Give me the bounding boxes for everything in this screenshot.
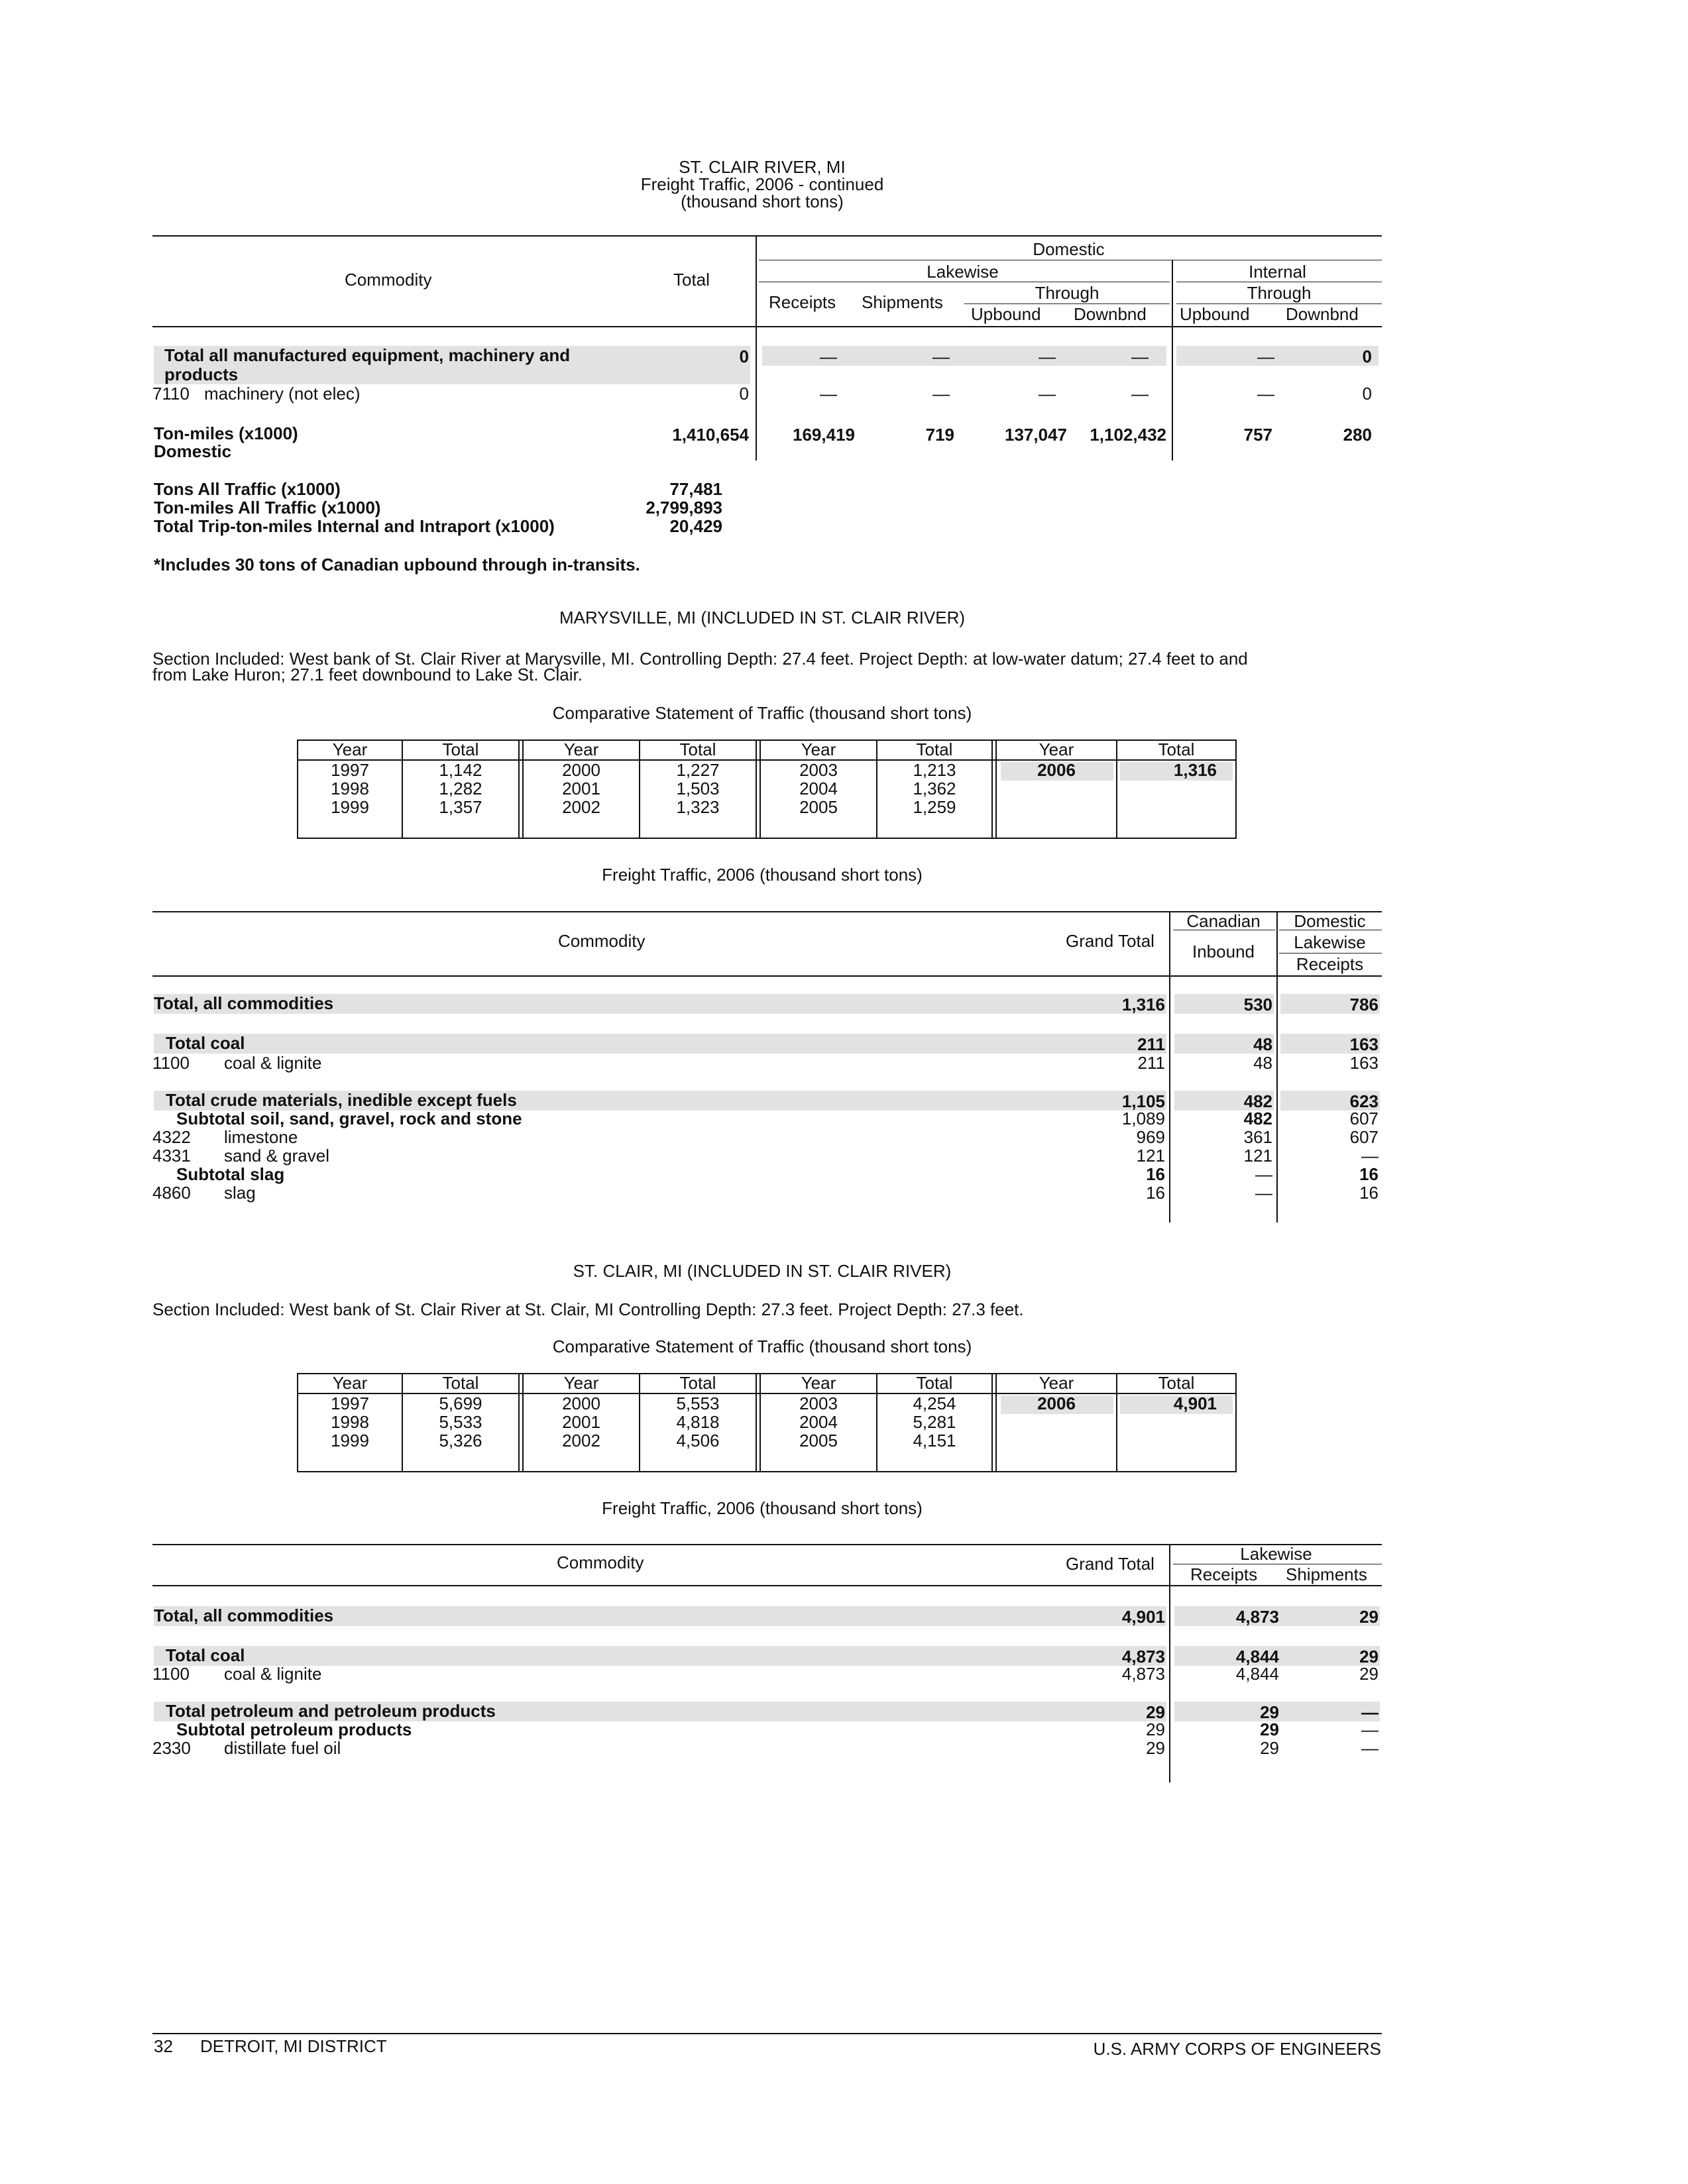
col-year: Year	[332, 1373, 368, 1393]
col-total: Total	[679, 739, 716, 759]
row-inbound: 48	[1253, 1034, 1272, 1054]
row-shipments: 29	[1359, 1647, 1379, 1666]
comp-year: 2006	[1037, 760, 1076, 780]
header-through-internal: Through	[1247, 283, 1312, 303]
row-shipments: 29	[1359, 1607, 1379, 1627]
row-downbnd: —	[1131, 347, 1149, 366]
row-total: 0	[739, 384, 749, 404]
comp-year: 2002	[562, 797, 600, 817]
row-code: 4331	[152, 1146, 191, 1166]
comp-year: 2001	[562, 1412, 600, 1432]
header-commodity: Commodity	[558, 931, 646, 951]
col-year: Year	[332, 739, 368, 759]
row-receipts: 29	[1260, 1702, 1279, 1722]
col-year: Year	[1039, 1373, 1074, 1393]
row-grand-total: 211	[1137, 1053, 1165, 1073]
col-total: Total	[442, 1373, 479, 1393]
row-upbound: 137,047	[1005, 425, 1067, 445]
row-inbound: 48	[1253, 1053, 1272, 1073]
row-receipts: 607	[1349, 1127, 1379, 1147]
col-year: Year	[801, 739, 836, 759]
header-commodity: Commodity	[345, 270, 432, 290]
row-shipments: —	[932, 384, 950, 404]
row-grand-total: 121	[1136, 1146, 1165, 1166]
row-receipts: —	[1361, 1146, 1379, 1166]
header-receipts: Receipts	[1190, 1564, 1258, 1584]
row-shipments: —	[1361, 1738, 1379, 1758]
row-internal-upbound: —	[1257, 347, 1274, 366]
comp-total: 1,142	[439, 760, 482, 780]
row-label: limestone	[224, 1127, 298, 1147]
header-grand-total: Grand Total	[1066, 1554, 1154, 1574]
row-grand-total: 29	[1146, 1738, 1165, 1758]
section-included: Section Included: West bank of St. Clair River at Marysville, MI. Controlling Depth: 27.4 feet. Project Depth: at low-water datum; 27.4 feet to and	[152, 649, 1248, 669]
row-grand-total: 4,873	[1121, 1664, 1165, 1684]
row-upbound: —	[1039, 347, 1056, 366]
row-receipts: 16	[1359, 1183, 1379, 1203]
row-code: 1100	[152, 1053, 190, 1073]
row-internal-downbnd: 280	[1343, 425, 1372, 445]
row-grand-total: 4,873	[1121, 1647, 1165, 1666]
row-grand-total: 29	[1146, 1702, 1165, 1722]
comp-total: 1,362	[913, 779, 956, 798]
summary-label: Total Trip-ton-miles Internal and Intraport (x1000)	[154, 516, 555, 536]
header-receipts: Receipts	[769, 292, 836, 312]
row-label: Total, all commodities	[154, 1606, 334, 1625]
row-grand-total: 1,089	[1121, 1109, 1165, 1128]
row-inbound: 121	[1243, 1146, 1272, 1166]
row-code: 4860	[152, 1183, 191, 1203]
header-through-lakewise: Through	[1035, 283, 1099, 303]
row-receipts: 16	[1359, 1164, 1379, 1184]
row-label: Total all manufactured equipment, machinery and products	[164, 345, 571, 384]
col-year: Year	[801, 1373, 836, 1393]
row-receipts: 163	[1349, 1034, 1379, 1054]
row-receipts: 4,873	[1235, 1607, 1279, 1627]
summary-label: Tons All Traffic (x1000)	[154, 479, 341, 499]
comp-total: 1,503	[676, 779, 720, 798]
section-title-st-clair: ST. CLAIR, MI (INCLUDED IN ST. CLAIR RIVER)	[573, 1261, 952, 1281]
row-receipts: 4,844	[1235, 1647, 1279, 1666]
row-label: Subtotal petroleum products	[176, 1720, 412, 1739]
comp-total: 5,326	[439, 1431, 482, 1450]
summary-value: 2,799,893	[646, 498, 722, 518]
col-total: Total	[916, 739, 953, 759]
row-code: 1100	[152, 1664, 190, 1684]
footer-rule	[152, 2033, 1382, 2034]
summary-value: 77,481	[669, 479, 722, 499]
header-receipts: Receipts	[1296, 954, 1364, 974]
row-label: slag	[224, 1183, 256, 1203]
comp-total: 4,254	[913, 1393, 956, 1413]
row-shipments: —	[932, 347, 950, 366]
section-title-marysville: MARYSVILLE, MI (INCLUDED IN ST. CLAIR RIVER)	[559, 608, 966, 628]
header-lakewise: Lakewise	[927, 262, 999, 282]
row-receipts: 4,844	[1235, 1664, 1279, 1684]
row-receipts: —	[820, 347, 837, 366]
summary-value: 20,429	[669, 516, 722, 536]
comp-year: 1997	[331, 1393, 369, 1413]
row-shipments: —	[1361, 1720, 1379, 1739]
comparative-title: Comparative Statement of Traffic (thousand short tons)	[552, 703, 972, 723]
row-receipts: 29	[1260, 1720, 1279, 1739]
comparative-title: Comparative Statement of Traffic (thousand short tons)	[552, 1337, 972, 1356]
row-label: Total petroleum and petroleum products	[166, 1701, 496, 1721]
row-shipments: 29	[1359, 1664, 1379, 1684]
row-shipments: 719	[925, 425, 954, 445]
comp-total: 4,151	[913, 1431, 956, 1450]
row-receipts: 163	[1349, 1053, 1379, 1073]
row-label: sand & gravel	[224, 1146, 329, 1166]
comp-total: 5,281	[913, 1412, 956, 1432]
row-grand-total: 969	[1136, 1127, 1165, 1147]
row-inbound: 482	[1243, 1091, 1272, 1111]
row-total: 0	[739, 347, 749, 366]
row-shipments: —	[1361, 1702, 1379, 1722]
page-units: (thousand short tons)	[681, 191, 844, 211]
header-grand-total: Grand Total	[1066, 931, 1154, 951]
row-grand-total: 1,316	[1121, 995, 1165, 1014]
row-label: machinery (not elec)	[204, 384, 361, 404]
header-inbound: Inbound	[1192, 942, 1255, 961]
row-inbound: —	[1255, 1164, 1272, 1184]
row-receipts: 623	[1349, 1091, 1379, 1111]
col-total: Total	[1158, 739, 1195, 759]
row-code: 7110	[152, 384, 190, 404]
header-domestic: Domestic	[1294, 911, 1366, 931]
row-receipts: 786	[1349, 995, 1379, 1014]
header-commodity: Commodity	[557, 1553, 644, 1572]
comp-year: 1998	[331, 779, 369, 798]
footer-district: DETROIT, MI DISTRICT	[200, 2036, 387, 2056]
footer-agency: U.S. ARMY CORPS OF ENGINEERS	[1093, 2039, 1381, 2059]
comp-year: 2002	[562, 1431, 600, 1450]
comp-year: 2003	[799, 1393, 838, 1413]
page-subtitle: Freight Traffic, 2006 - continued	[640, 174, 884, 194]
header-upbound-internal: Upbound	[1180, 304, 1250, 324]
col-total: Total	[1158, 1373, 1195, 1393]
comp-year: 2003	[799, 760, 838, 780]
row-label: coal & lignite	[224, 1664, 322, 1684]
comp-year: 2004	[799, 1412, 838, 1432]
row-internal-upbound: 757	[1243, 425, 1272, 445]
row-downbnd: 1,102,432	[1090, 425, 1166, 445]
col-total: Total	[442, 739, 479, 759]
comp-total: 1,357	[439, 797, 482, 817]
comp-year: 1999	[331, 797, 369, 817]
section-included-cont: from Lake Huron; 27.1 feet downbound to Lake St. Clair.	[152, 665, 583, 684]
header-lakewise: Lakewise	[1294, 932, 1366, 952]
row-receipts: —	[820, 384, 837, 404]
header-domestic: Domestic	[1033, 239, 1105, 259]
comp-year: 2004	[799, 779, 838, 798]
row-downbnd: —	[1131, 384, 1149, 404]
header-upbound: Upbound	[971, 304, 1041, 324]
comp-year: 2006	[1037, 1393, 1076, 1413]
header-downbnd: Downbnd	[1074, 304, 1147, 324]
row-grand-total: 1,105	[1121, 1091, 1165, 1111]
row-code: 2330	[152, 1738, 191, 1758]
col-total: Total	[679, 1373, 716, 1393]
comp-total: 1,227	[676, 760, 720, 780]
comp-total: 4,901	[1173, 1393, 1217, 1413]
comp-year: 2000	[562, 760, 600, 780]
row-grand-total: 29	[1146, 1720, 1165, 1739]
row-receipts: 607	[1349, 1109, 1379, 1128]
col-year: Year	[563, 739, 599, 759]
comp-year: 1997	[331, 760, 369, 780]
footnote: *Includes 30 tons of Canadian upbound through in-transits.	[154, 555, 640, 574]
comp-year: 1998	[331, 1412, 369, 1432]
row-grand-total: 16	[1146, 1183, 1165, 1203]
row-label: Total, all commodities	[154, 993, 334, 1013]
row-inbound: 530	[1243, 995, 1272, 1014]
row-receipts: 169,419	[793, 425, 855, 445]
comp-year: 2001	[562, 779, 600, 798]
row-label: distillate fuel oil	[224, 1738, 341, 1758]
row-inbound: —	[1255, 1183, 1272, 1203]
freight-title: Freight Traffic, 2006 (thousand short tons)	[602, 1498, 923, 1518]
row-label: Total coal	[166, 1645, 245, 1665]
row-inbound: 361	[1243, 1127, 1272, 1147]
row-internal-upbound: —	[1257, 384, 1274, 404]
row-internal-downbnd: 0	[1362, 347, 1372, 366]
header-internal: Internal	[1249, 262, 1306, 282]
comp-year: 2005	[799, 797, 838, 817]
comp-total: 1,316	[1173, 760, 1217, 780]
col-total: Total	[916, 1373, 953, 1393]
row-total: 1,410,654	[672, 425, 749, 445]
comp-total: 5,699	[439, 1393, 482, 1413]
comp-total: 4,506	[676, 1431, 720, 1450]
row-label: Subtotal soil, sand, gravel, rock and stone	[176, 1109, 522, 1128]
row-upbound: —	[1039, 384, 1056, 404]
row-grand-total: 4,901	[1121, 1607, 1165, 1627]
row-grand-total: 16	[1146, 1164, 1165, 1184]
header-shipments: Shipments	[862, 292, 943, 312]
summary-label: Ton-miles All Traffic (x1000)	[154, 498, 381, 518]
comp-year: 2000	[562, 1393, 600, 1413]
row-internal-downbnd: 0	[1362, 384, 1372, 404]
col-year: Year	[1039, 739, 1074, 759]
section-included: Section Included: West bank of St. Clair River at St. Clair, MI Controlling Depth: 27.3 feet. Project Depth: 27.3 feet.	[152, 1299, 1024, 1319]
row-receipts: 29	[1260, 1738, 1279, 1758]
comp-total: 1,323	[676, 797, 720, 817]
row-label: Ton-miles (x1000)	[154, 423, 298, 443]
header-total: Total	[673, 270, 710, 290]
comp-total: 5,533	[439, 1412, 482, 1432]
row-inbound: 482	[1243, 1109, 1272, 1128]
row-grand-total: 211	[1137, 1034, 1165, 1054]
comp-total: 5,553	[676, 1393, 720, 1413]
header-canadian: Canadian	[1186, 911, 1261, 931]
row-label: Total crude materials, inedible except fuels	[166, 1090, 517, 1110]
comp-year: 2005	[799, 1431, 838, 1450]
header-shipments: Shipments	[1286, 1564, 1367, 1584]
comp-total: 1,259	[913, 797, 956, 817]
freight-title: Freight Traffic, 2006 (thousand short tons)	[602, 865, 923, 885]
comp-total: 1,213	[913, 760, 956, 780]
row-label-sub: Domestic	[154, 441, 232, 461]
comp-year: 1999	[331, 1431, 369, 1450]
header-downbnd-internal: Downbnd	[1286, 304, 1359, 324]
row-label: Total coal	[166, 1033, 245, 1053]
comp-total: 1,282	[439, 779, 482, 798]
footer-page-number: 32	[154, 2036, 173, 2056]
row-label: Subtotal slag	[176, 1164, 285, 1184]
page-title: ST. CLAIR RIVER, MI	[679, 157, 846, 177]
col-year: Year	[563, 1373, 599, 1393]
row-code: 4322	[152, 1127, 191, 1147]
row-label: coal & lignite	[224, 1053, 322, 1073]
header-lakewise: Lakewise	[1240, 1544, 1312, 1564]
comp-total: 4,818	[676, 1412, 720, 1432]
